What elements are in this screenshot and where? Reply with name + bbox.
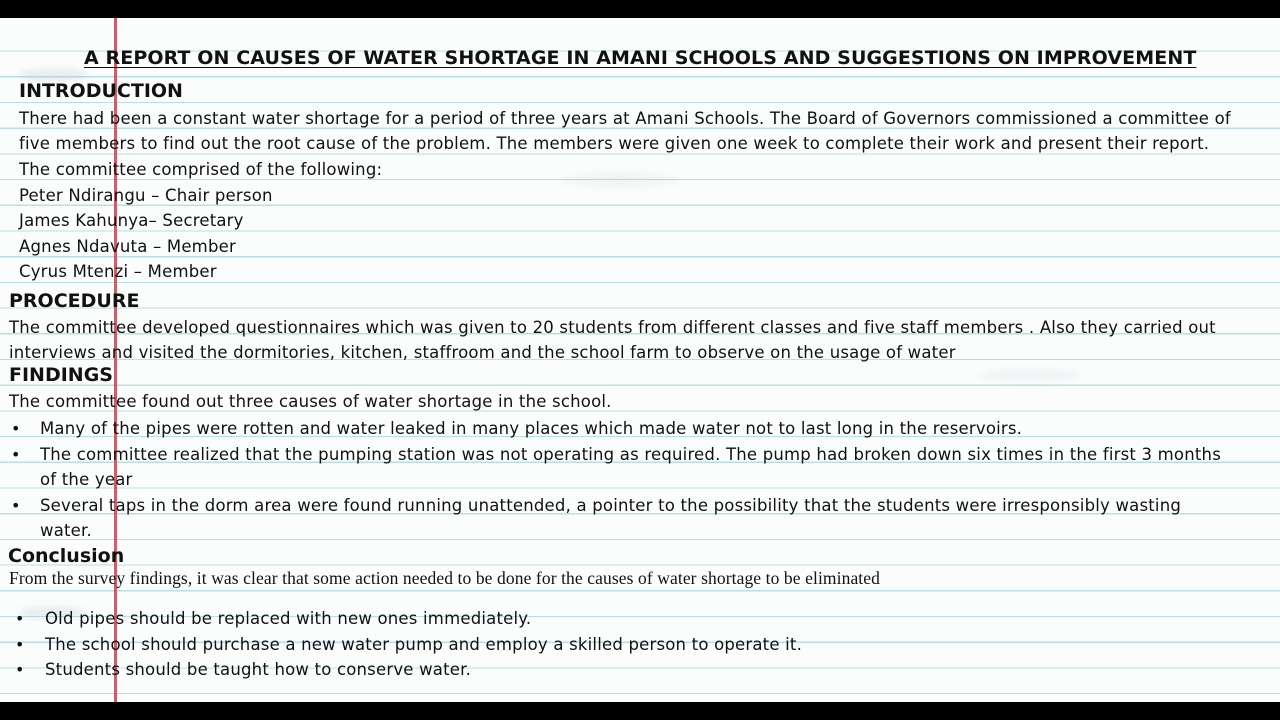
- finding-item: Many of the pipes were rotten and water leaked in many places which made water not to last long in the reservoirs.: [40, 419, 1023, 438]
- report-title: A REPORT ON CAUSES OF WATER SHORTAGE IN AMANI SCHOOLS AND SUGGESTIONS ON IMPROVEMENT: [84, 47, 1197, 69]
- bullet-icon: •: [11, 419, 21, 438]
- bullet-icon: •: [15, 660, 25, 679]
- conclusion-intro: From the survey findings, it was clear that some action needed to be done for the causes of water shortage to be eliminated: [9, 568, 880, 588]
- bullet-icon: •: [15, 609, 25, 628]
- conclusion-item: The school should purchase a new water pump and employ a skilled person to operate it.: [45, 635, 803, 654]
- member-item: Peter Ndirangu – Chair person: [19, 186, 273, 205]
- smudge-mark: [980, 368, 1080, 382]
- procedure-line: interviews and visited the dormitories, kitchen, staffroom and the school farm to observe on the usage of water: [9, 343, 956, 362]
- bullet-icon: •: [11, 445, 21, 464]
- introduction-line: There had been a constant water shortage for a period of three years at Amani Schools. The Board of Governors commissioned a committee of: [19, 109, 1231, 128]
- member-item: James Kahunya– Secretary: [19, 211, 244, 230]
- notebook-page: [0, 18, 1280, 702]
- procedure-heading: PROCEDURE: [9, 290, 140, 312]
- conclusion-item: Old pipes should be replaced with new ones immediately.: [45, 609, 532, 628]
- bullet-icon: •: [11, 496, 21, 515]
- conclusion-heading: Conclusion: [8, 545, 125, 567]
- introduction-line: five members to find out the root cause of the problem. The members were given one week to complete their work and present their report.: [19, 134, 1210, 153]
- introduction-heading: INTRODUCTION: [19, 80, 183, 102]
- bullet-icon: •: [15, 635, 25, 654]
- findings-intro: The committee found out three causes of water shortage in the school.: [9, 392, 612, 411]
- procedure-line: The committee developed questionnaires which was given to 20 students from different classes and five staff members . Also they carried out: [9, 318, 1216, 337]
- finding-item-continuation: water.: [40, 521, 92, 540]
- introduction-line: The committee comprised of the following:: [19, 160, 383, 179]
- smudge-mark: [560, 173, 680, 187]
- finding-item-continuation: of the year: [40, 470, 133, 489]
- findings-heading: FINDINGS: [9, 364, 113, 386]
- member-item: Agnes Ndavuta – Member: [19, 237, 236, 256]
- conclusion-item: Students should be taught how to conserve water.: [45, 660, 472, 679]
- finding-item: Several taps in the dorm area were found running unattended, a pointer to the possibility that the students were irresponsibly wasting: [40, 496, 1182, 515]
- finding-item: The committee realized that the pumping station was not operating as required. The pump had broken down six times in the first 3 months: [40, 445, 1221, 464]
- member-item: Cyrus Mtenzi – Member: [19, 262, 217, 281]
